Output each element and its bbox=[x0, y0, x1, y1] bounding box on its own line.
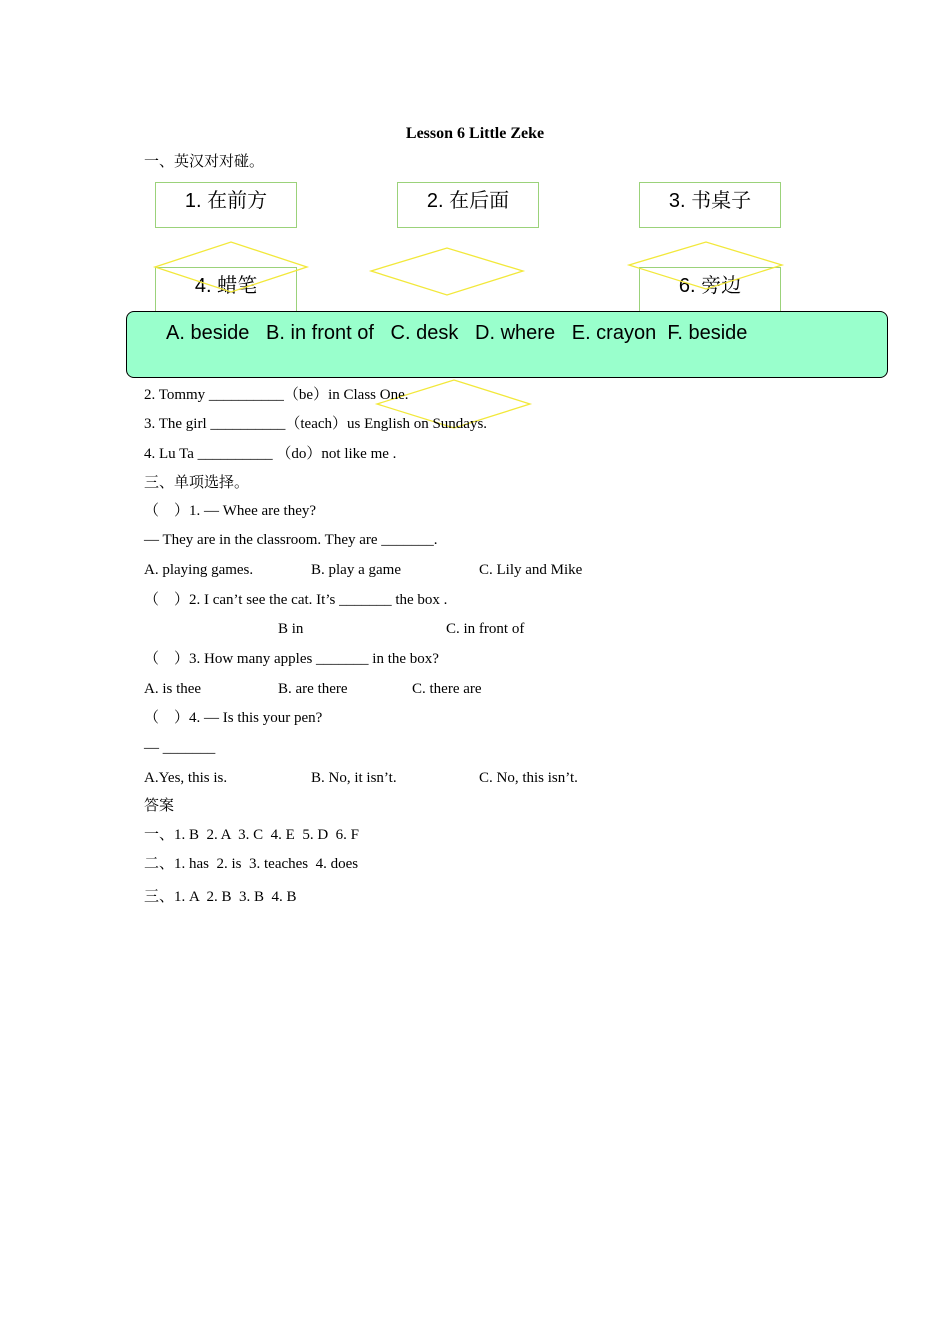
page-title: Lesson 6 Little Zeke bbox=[405, 125, 545, 142]
fill-item-3: 3. The girl __________（teach）us English on Sundays. bbox=[144, 416, 488, 432]
diamond-shape bbox=[371, 248, 523, 295]
q2-option-c: C. in front of bbox=[446, 621, 525, 637]
options-banner bbox=[126, 311, 888, 378]
q2-option-b: B in bbox=[278, 621, 304, 637]
question-4-line2: — _______ bbox=[144, 740, 216, 756]
q1-option-c: C. Lily and Mike bbox=[479, 562, 583, 578]
q1-option-a: A. playing games. bbox=[144, 562, 254, 578]
q3-option-b: B. are there bbox=[278, 681, 348, 697]
options-text: A. beside B. in front of C. desk D. where E. crayon F. beside bbox=[166, 322, 748, 344]
match-box-2: 2. 在后面 bbox=[397, 182, 539, 228]
answers-heading: 答案 bbox=[144, 798, 175, 814]
match-box-1: 1. 在前方 bbox=[155, 182, 297, 228]
question-2: （ ）2. I can’t see the cat. It’s _______ the box . bbox=[144, 592, 448, 608]
q1-option-b: B. play a game bbox=[311, 562, 401, 578]
match-box-4: 4. 蜡笔 bbox=[155, 267, 297, 313]
answers-line-3: 三、1. A 2. B 3. B 4. B bbox=[144, 889, 297, 905]
answers-line-2: 二、1. has 2. is 3. teaches 4. does bbox=[144, 856, 359, 872]
question-1-line2: — They are in the classroom. They are _______. bbox=[144, 532, 438, 548]
q3-option-c: C. there are bbox=[412, 681, 482, 697]
fill-item-4: 4. Lu Ta __________ （do）not like me . bbox=[144, 446, 397, 462]
question-4: （ ）4. — Is this your pen? bbox=[144, 710, 323, 726]
match-box-6: 6. 旁边 bbox=[639, 267, 781, 313]
q4-option-c: C. No, this isn’t. bbox=[479, 770, 578, 786]
q4-option-a: A.Yes, this is. bbox=[144, 770, 228, 786]
section1-heading: 一、英汉对对碰。 bbox=[144, 154, 265, 170]
q3-option-a: A. is thee bbox=[144, 681, 202, 697]
fill-item-2: 2. Tommy __________（be）in Class One. bbox=[144, 387, 409, 403]
section3-heading: 三、单项选择。 bbox=[144, 475, 250, 491]
q4-option-b: B. No, it isn’t. bbox=[311, 770, 397, 786]
question-1: （ ）1. — Whee are they? bbox=[144, 503, 317, 519]
question-3: （ ）3. How many apples _______ in the box? bbox=[144, 651, 439, 667]
match-box-3: 3. 书桌子 bbox=[639, 182, 781, 228]
answers-line-1: 一、1. B 2. A 3. C 4. E 5. D 6. F bbox=[144, 827, 360, 843]
